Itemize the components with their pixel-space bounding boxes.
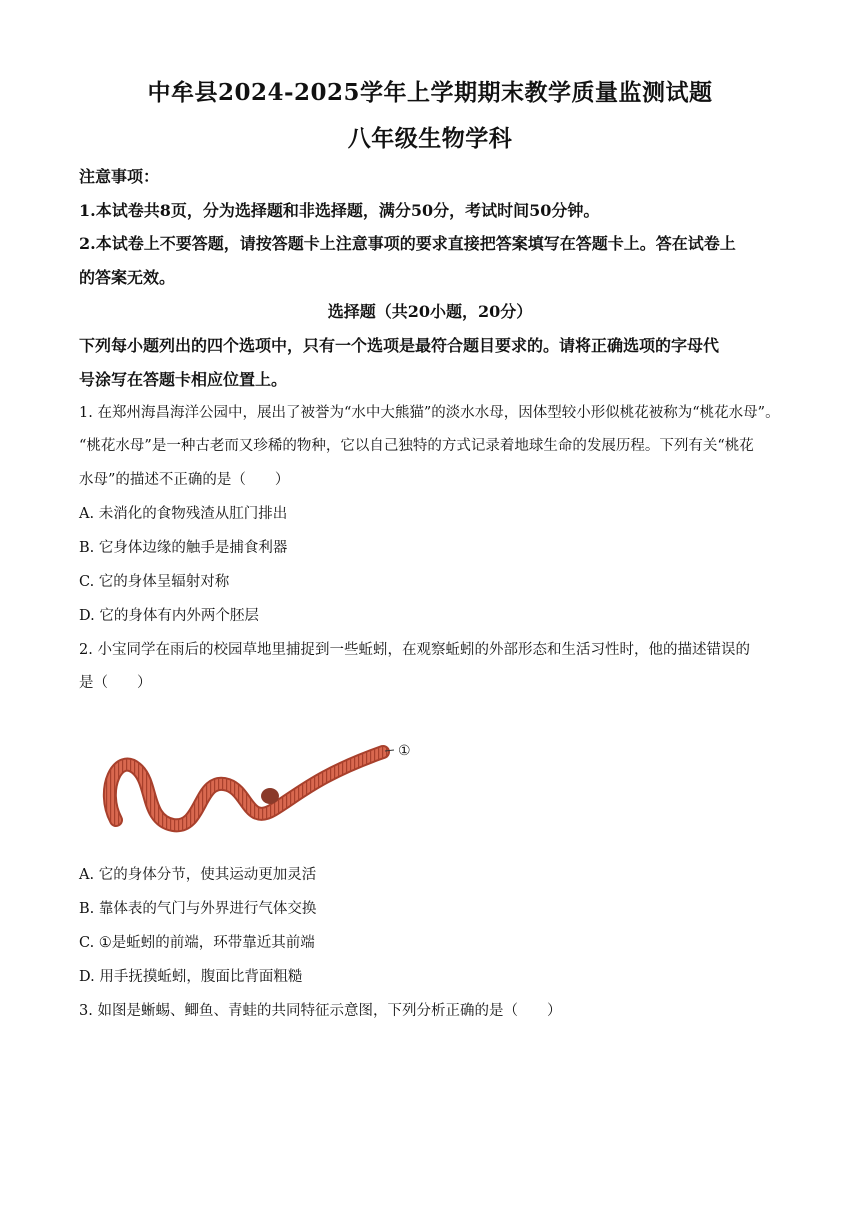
clitellum bbox=[261, 788, 279, 804]
notice-item-1: 1.本试卷共8页，分为选择题和非选择题，满分50分，考试时间50分钟。 bbox=[79, 201, 600, 220]
earthworm-figure bbox=[98, 730, 418, 840]
question-2-option-c: C. ①是蚯蚓的前端，环带靠近其前端 bbox=[79, 935, 315, 951]
section-instruction-cont: 号涂写在答题卡相应位置上。 bbox=[79, 370, 288, 389]
question-1-stem-cont: “桃花水母”是一种古老而又珍稀的物种，它以自己独特的方式记录着地球生命的发展历程。下列有关“桃花 bbox=[79, 438, 754, 454]
question-1-option-d: D. 它的身体有内外两个胚层 bbox=[79, 608, 259, 624]
question-1-option-c: C. 它的身体呈辐射对称 bbox=[79, 574, 230, 590]
question-1-stem: 1. 在郑州海昌海洋公园中，展出了被誉为“水中大熊猫”的淡水水母，因体型较小形似桃花被称为“桃花水母”。 bbox=[79, 405, 780, 421]
notice-heading: 注意事项： bbox=[79, 167, 160, 186]
section-heading: 选择题（共20小题，20分） bbox=[327, 302, 533, 321]
question-1-stem-end: 水母”的描述不正确的是（ ） bbox=[79, 472, 290, 488]
question-2-stem: 2. 小宝同学在雨后的校园草地里捕捉到一些蚯蚓，在观察蚯蚓的外部形态和生活习性时，他的描述错误的 bbox=[79, 642, 750, 658]
exam-title: 中牟县2024-2025学年上学期期末教学质量监测试题 bbox=[147, 79, 713, 106]
question-2-option-b: B. 靠体表的气门与外界进行气体交换 bbox=[79, 901, 317, 917]
figure-label-1: ① bbox=[398, 743, 411, 759]
question-1-option-b: B. 它身体边缘的触手是捕食利器 bbox=[79, 540, 288, 556]
notice-item-2-cont: 的答案无效。 bbox=[79, 268, 176, 287]
exam-subtitle: 八年级生物学科 bbox=[347, 125, 513, 152]
question-2-option-d: D. 用手抚摸蚯蚓，腹面比背面粗糙 bbox=[79, 969, 303, 985]
question-3-stem: 3. 如图是蜥蜴、鲫鱼、青蛙的共同特征示意图，下列分析正确的是（ ） bbox=[79, 1003, 562, 1019]
question-2-stem-end: 是（ ） bbox=[79, 675, 152, 691]
question-1-option-a: A. 未消化的食物残渣从肛门排出 bbox=[79, 506, 288, 522]
section-instruction: 下列每小题列出的四个选项中，只有一个选项是最符合题目要求的。请将正确选项的字母代 bbox=[79, 336, 720, 355]
question-2-option-a: A. 它的身体分节，使其运动更加灵活 bbox=[79, 867, 317, 883]
notice-item-2: 2.本试卷上不要答题，请按答题卡上注意事项的要求直接把答案填写在答题卡上。答在试卷上 bbox=[79, 234, 736, 253]
